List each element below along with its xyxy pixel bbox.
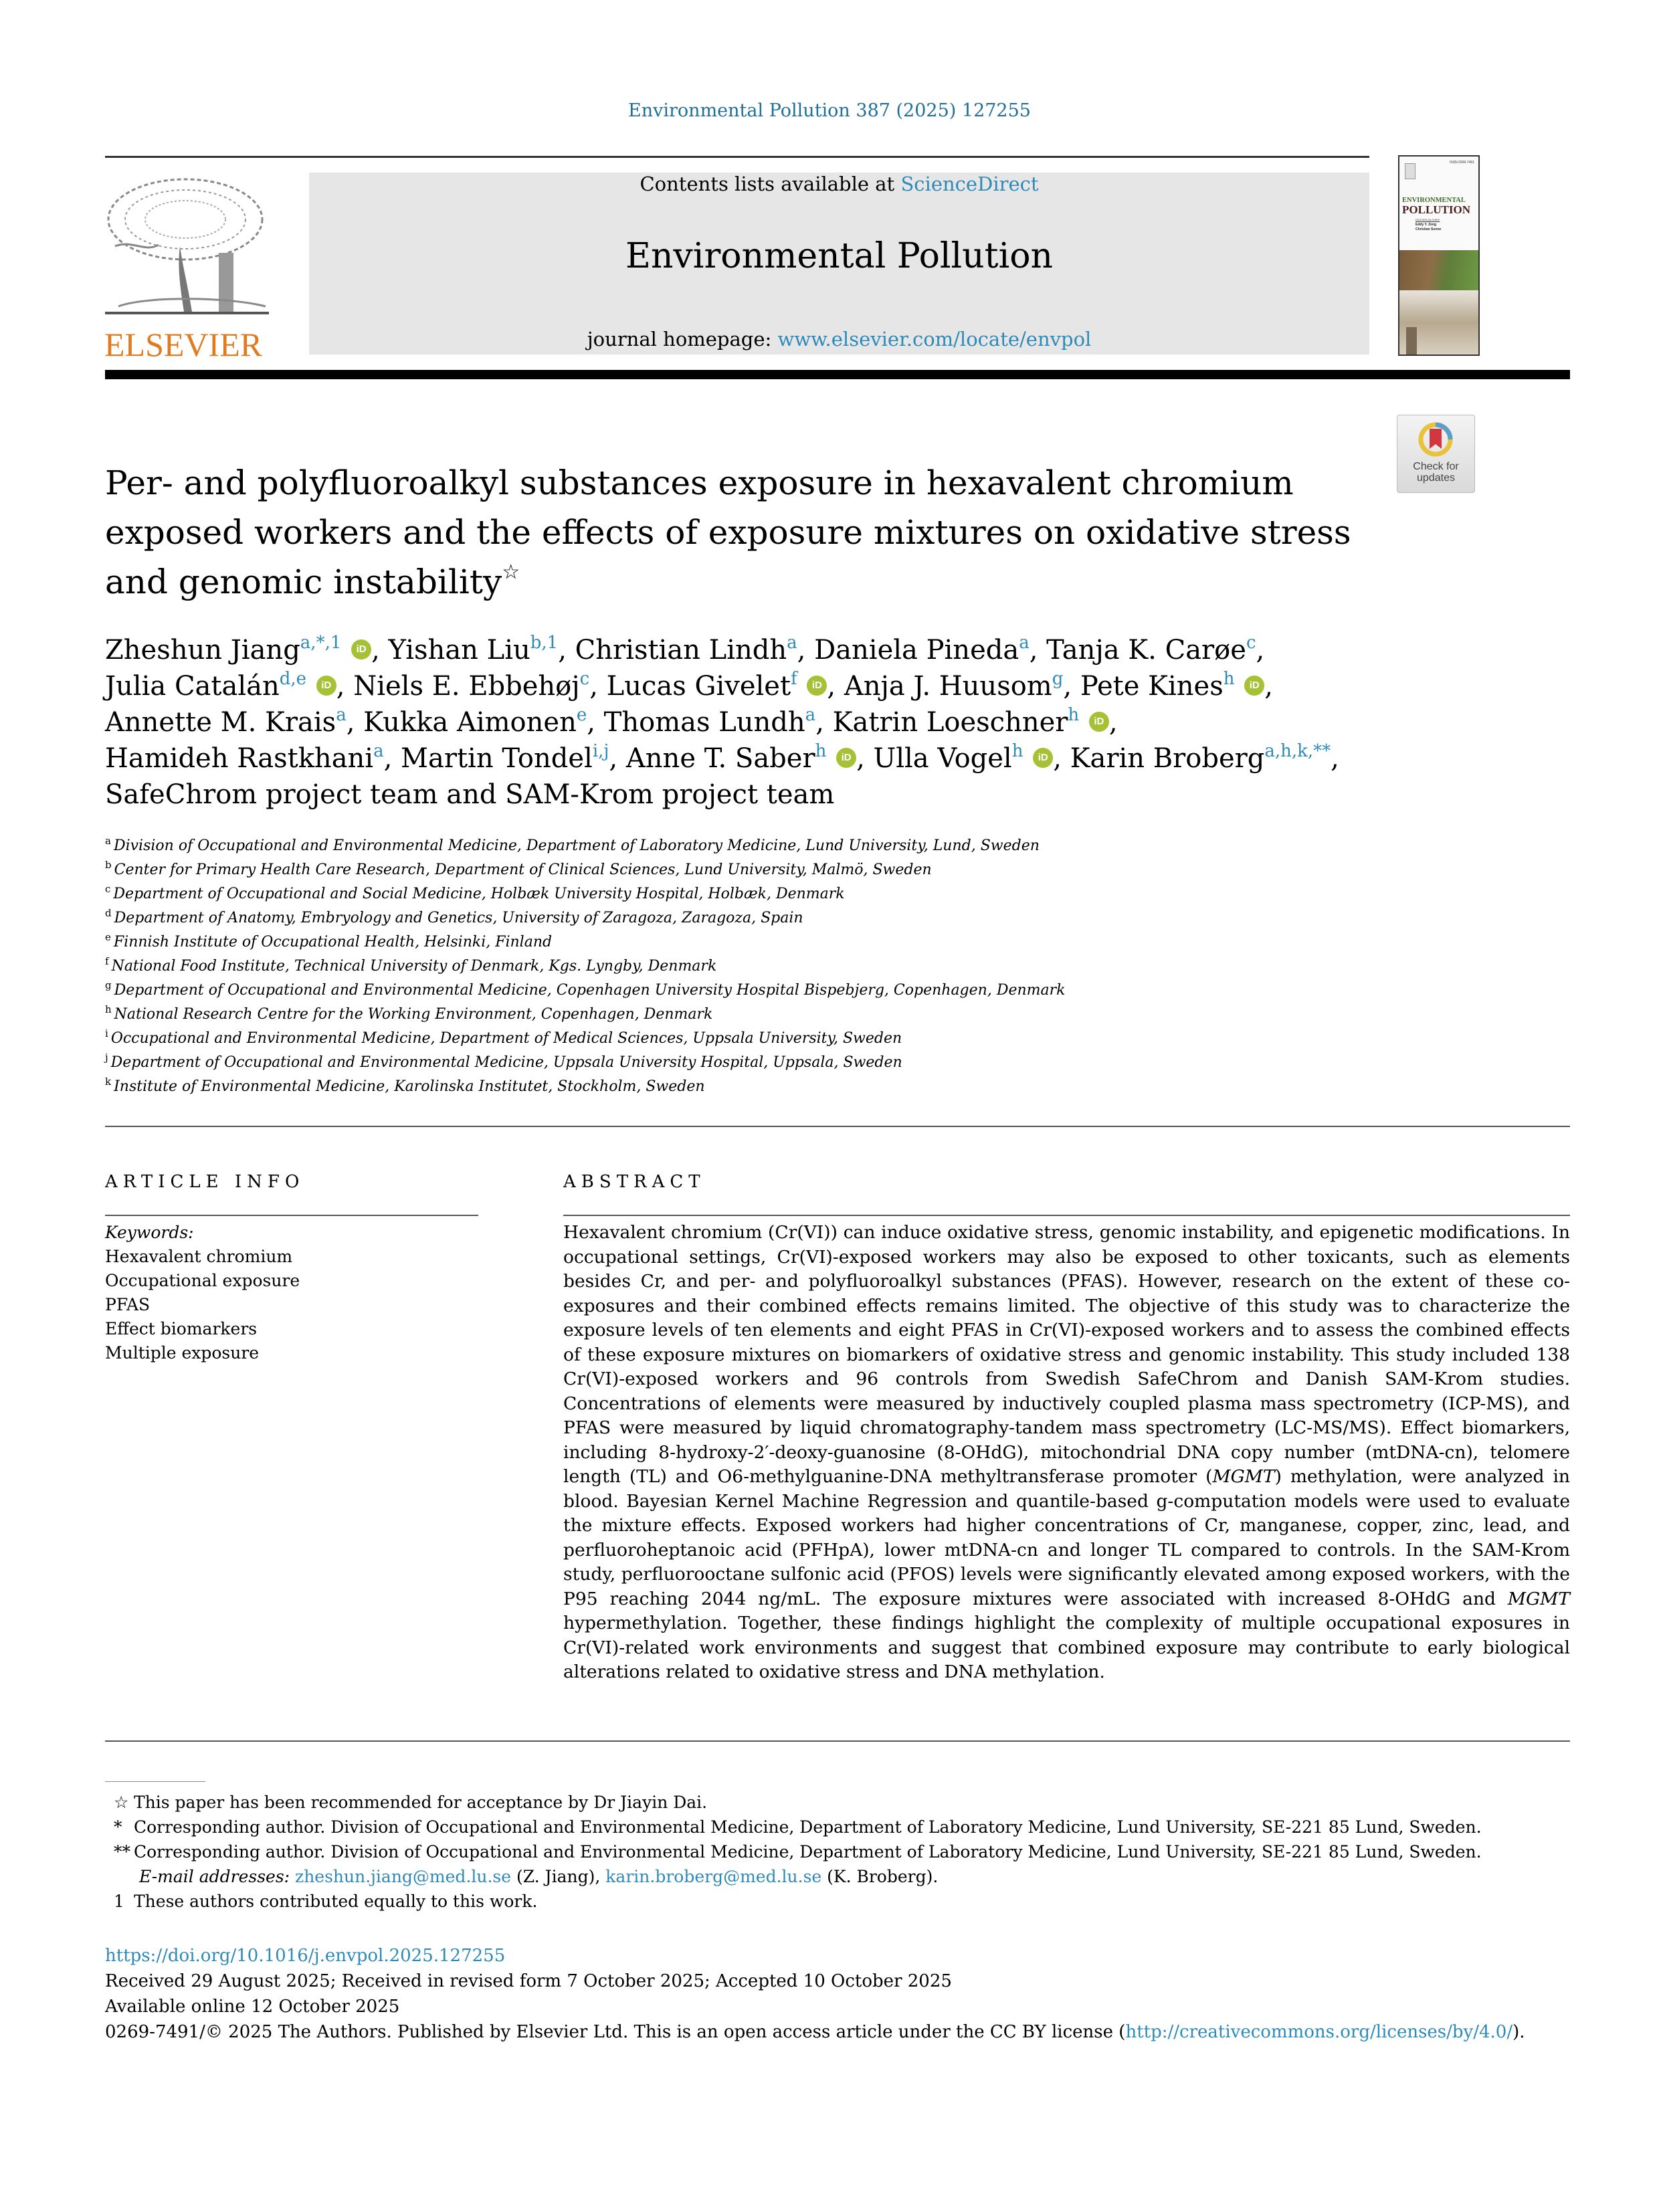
- author-affil-ref[interactable]: c: [579, 669, 590, 689]
- abstract-gene-name: MGMT: [1507, 1588, 1570, 1609]
- cover-earth-band: [1399, 250, 1478, 290]
- contents-prefix: Contents lists available at: [640, 173, 901, 195]
- journal-name: Environmental Pollution: [625, 236, 1053, 276]
- email-owner: (Z. Jiang),: [511, 1867, 606, 1886]
- author-line: Annette M. Krais$^a$, Kukka Aimonen$^e$, Thomas Lundh$^a$, Katrin Loeschner$^h$ iD ,: [105, 705, 1118, 738]
- affiliation-text: Division of Occupational and Environmental Medicine, Department of Laboratory Medicine, Lund University, Lund, Sweden: [113, 837, 1040, 854]
- author-affil-ref[interactable]: a: [336, 705, 347, 725]
- affiliation-key: b: [105, 859, 112, 871]
- author-name[interactable]: Anne T. Saber: [625, 743, 815, 774]
- affiliation-item: [105, 930, 1242, 954]
- affiliation-text: Institute of Environmental Medicine, Karolinska Institutet, Stockholm, Sweden: [114, 1078, 705, 1095]
- author-affil-ref[interactable]: g: [1052, 669, 1064, 689]
- orcid-icon[interactable]: iD: [1244, 676, 1264, 696]
- affiliation-item: [105, 1075, 1242, 1099]
- homepage-line: [309, 328, 1369, 350]
- affiliation-key: a: [105, 835, 111, 847]
- affiliation-list: [105, 834, 1242, 1099]
- affiliation-key: h: [105, 1003, 112, 1015]
- author-name[interactable]: Niels E. Ebbehøj: [353, 671, 580, 702]
- cover-editors-label: EDITORS-IN-CHIEF: [1416, 218, 1440, 221]
- author-name[interactable]: Pete Kines: [1080, 671, 1224, 702]
- affiliation-text: Department of Occupational and Social Medicine, Holbæk University Hospital, Holbæk, Denmark: [113, 886, 845, 902]
- orcid-icon[interactable]: iD: [807, 676, 827, 696]
- author-name[interactable]: Anja J. Huusom: [844, 671, 1052, 702]
- keywords-label: Keywords:: [105, 1223, 194, 1242]
- author-affil-ref[interactable]: a: [805, 705, 816, 725]
- author-name[interactable]: Annette M. Krais: [105, 707, 336, 738]
- affiliation-text: Department of Anatomy, Embryology and Genetics, University of Zaragoza, Zaragoza, Spain: [114, 910, 803, 926]
- abstract-bottom-rule: [105, 1740, 1570, 1742]
- affiliation-item: [105, 882, 1242, 906]
- footnote-text: This paper has been recommended for acceptance by Dr Jiayin Dai.: [134, 1793, 708, 1812]
- footnotes: [114, 1790, 1572, 1914]
- cover-publisher-icon: [1405, 163, 1416, 179]
- author-affil-ref[interactable]: a: [373, 741, 384, 761]
- footnote-corresponding-2: [114, 1839, 1572, 1864]
- affiliation-item: [105, 834, 1242, 858]
- affiliation-item: [105, 1027, 1242, 1051]
- abstract-part: Hexavalent chromium (Cr(VI)) can induce oxidative stress, genomic instability, and epigenetic modifications. In occupational settings, Cr(VI)-exposed workers may also be exposed to other toxicants, such as elements besides Cr, and per- and polyfluoroalkyl substances (PFAS). However, research on the extent of these co-exposures and their combined effects remains limited. The objective of this study was to characterize the exposure levels of ten elements and eight PFAS in Cr(VI)-exposed workers and to assess the combined effects of these exposure mixtures on biomarkers of oxidative stress and genomic instability. This study included 138 Cr(VI)-exposed workers and 96 controls from Swedish SafeChrom and Danish SAM-Krom studies. Concentrations of elements were measured by inductively coupled plasma mass spectrometry (ICP-MS), and PFAS were measured by liquid chromatography-tandem mass spectrometry (LC-MS/MS). Effect biomarkers, including 8-hydroxy-2′-deoxy-guanosine (8-OHdG), mitochondrial DNA copy number (mtDNA-cn), telomere length (TL) and O6-methylguanine-DNA methyltransferase promoter (: [563, 1222, 1570, 1487]
- journal-masthead: [309, 173, 1369, 355]
- email-link-broberg[interactable]: karin.broberg@med.lu.se: [605, 1867, 822, 1886]
- affiliation-key: c: [105, 883, 111, 895]
- author-name[interactable]: Yishan Liu: [388, 635, 530, 666]
- author-name[interactable]: Kukka Aimonen: [363, 707, 577, 738]
- author-affil-ref[interactable]: a: [1019, 633, 1030, 653]
- author-affil-ref[interactable]: i,j: [592, 741, 609, 761]
- author-name[interactable]: Martin Tondel: [401, 743, 593, 774]
- affiliation-key: g: [105, 979, 112, 991]
- keyword-item[interactable]: Occupational exposure: [105, 1271, 300, 1290]
- abstract-part: hypermethylation. Together, these findings highlight the complexity of multiple occupational exposures in Cr(VI)-related work environments and suggest that combined exposure may contribute to early biological alterations related to oxidative stress and DNA methylation.: [563, 1613, 1570, 1682]
- keyword-item[interactable]: Effect biomarkers: [105, 1319, 258, 1338]
- cover-editor-1: Eddy Y. Zeng: [1416, 223, 1437, 227]
- footnote-star-icon: ☆: [114, 1793, 129, 1812]
- abstract-heading: ABSTRACT: [563, 1172, 706, 1192]
- affiliation-item: [105, 979, 1242, 1003]
- author-line: Julia Catalán$^{d,e}$ iD , Niels E. Ebbehøj$^c$, Lucas Givelet$^f$ iD , Anja J. Huusom$^g$, Pete Kines$^h$ iD ,: [105, 669, 1273, 702]
- author-name[interactable]: Daniela Pineda: [814, 635, 1019, 666]
- keywords-block: [105, 1221, 480, 1365]
- author-affil-ref[interactable]: h: [1011, 741, 1023, 761]
- contents-line: [309, 173, 1369, 195]
- affiliation-key: e: [105, 931, 111, 943]
- affiliation-text: Finnish Institute of Occupational Health, Helsinki, Finland: [113, 934, 553, 950]
- publication-info: [105, 1943, 1577, 2045]
- footnote-rule: [105, 1781, 205, 1782]
- sciencedirect-link[interactable]: ScienceDirect: [900, 173, 1039, 195]
- author-name[interactable]: Katrin Loeschner: [832, 707, 1068, 738]
- orcid-icon[interactable]: iD: [316, 676, 336, 696]
- license-text: ).: [1512, 2022, 1525, 2042]
- homepage-prefix: journal homepage:: [587, 328, 778, 350]
- article-info-heading: ARTICLE INFO: [105, 1172, 305, 1192]
- orcid-icon[interactable]: iD: [1089, 712, 1109, 732]
- affiliation-text: Center for Primary Health Care Research, Department of Clinical Sciences, Lund University, Malmö, Sweden: [114, 862, 932, 878]
- header-top-rule: [105, 156, 1369, 158]
- author-line: Zheshun Jiang$^{a,*,1}$ iD , Yishan Liu$^{b,1}$, Christian Lindh$^a$, Daniela Pineda$^a$, Tanja K. Carøe$^c$,: [105, 633, 1265, 666]
- keyword-item[interactable]: PFAS: [105, 1295, 151, 1314]
- title-footnote-star-icon[interactable]: ☆: [502, 561, 520, 584]
- footnote-double-asterisk: **: [114, 1842, 130, 1862]
- footnote-text: Corresponding author. Division of Occupational and Environmental Medicine, Department of Laboratory Medicine, Lund University, SE-221 85 Lund, Sweden.: [134, 1842, 1482, 1862]
- affiliation-text: National Research Centre for the Working Environment, Copenhagen, Denmark: [114, 1006, 713, 1023]
- author-affil-ref[interactable]: c: [1246, 633, 1256, 653]
- footnote-corresponding-1: [114, 1815, 1572, 1839]
- footnote-emails: [114, 1864, 1572, 1889]
- doi-link[interactable]: https://doi.org/10.1016/j.envpol.2025.127255: [105, 1946, 506, 1966]
- keyword-item[interactable]: Hexavalent chromium: [105, 1247, 293, 1266]
- article-title: [105, 458, 1376, 607]
- group-authors: SafeChrom project team and SAM-Krom project team: [105, 779, 835, 810]
- affiliation-item: [105, 906, 1242, 930]
- abstract-part: ) methylation, were analyzed in blood. Bayesian Kernel Machine Regression and quantile-based g-computation models were used to evaluate the mixture effects. Exposed workers had higher concentrations of Cr, manganese, copper, zinc, lead, and perfluoroheptanoic acid (PFHpA), lower mtDNA-cn and longer TL compared to controls. In the SAM-Krom study, perfluorooctane sulfonic acid (PFOS) levels were significantly elevated among exposed workers, with the P95 reaching 2044 ng/mL. The exposure mixtures were associated with increased 8-OHdG and: [563, 1466, 1570, 1609]
- footnote-equal-contribution: [114, 1889, 1572, 1914]
- email-owner: (K. Broberg).: [821, 1867, 939, 1886]
- affiliation-key: d: [105, 907, 112, 919]
- author-affil-ref[interactable]: a,*,1: [300, 633, 342, 653]
- crossmark-icon: [1416, 419, 1456, 460]
- affiliation-key: f: [105, 955, 109, 967]
- footnote-asterisk: *: [114, 1817, 122, 1837]
- cover-title-line1: ENVIRONMENTAL: [1402, 197, 1466, 204]
- orcid-icon[interactable]: iD: [351, 639, 371, 660]
- affiliation-item: [105, 954, 1242, 979]
- article-history: Received 29 August 2025; Received in revised form 7 October 2025; Accepted 10 October 2025: [105, 1971, 952, 1991]
- author-name[interactable]: Julia Catalán: [105, 671, 280, 702]
- author-name[interactable]: Thomas Lundh: [603, 707, 805, 738]
- journal-cover-image[interactable]: [1398, 155, 1480, 356]
- author-name[interactable]: Ulla Vogel: [873, 743, 1012, 774]
- affiliation-text: Occupational and Environmental Medicine, Department of Medical Sciences, Uppsala University, Sweden: [110, 1030, 902, 1047]
- orcid-icon[interactable]: iD: [1033, 748, 1053, 768]
- author-affil-ref[interactable]: f: [791, 669, 797, 689]
- elsevier-wordmark: ELSEVIER: [104, 326, 263, 363]
- author-affil-ref[interactable]: a,h,k,**: [1264, 741, 1331, 761]
- footnote-text: Corresponding author. Division of Occupational and Environmental Medicine, Department of Laboratory Medicine, Lund University, SE-221 85 Lund, Sweden.: [134, 1817, 1482, 1837]
- affiliation-text: National Food Institute, Technical University of Denmark, Kgs. Lyngby, Denmark: [111, 958, 717, 975]
- author-name[interactable]: Tanja K. Carøe: [1046, 635, 1246, 666]
- author-name[interactable]: Hamideh Rastkhani: [105, 743, 374, 774]
- email-link-jiang[interactable]: zheshun.jiang@med.lu.se: [295, 1867, 512, 1886]
- author-affil-ref[interactable]: a: [787, 633, 797, 653]
- header-thick-rule: [105, 370, 1570, 379]
- journal-homepage-link[interactable]: www.elsevier.com/locate/envpol: [777, 328, 1092, 350]
- article-info-rule: [105, 1215, 478, 1216]
- footnote-text: These authors contributed equally to this work.: [134, 1892, 538, 1911]
- author-name[interactable]: Karin Broberg: [1070, 743, 1265, 774]
- license-text: 0269-7491/© 2025 The Authors. Published by Elsevier Ltd. This is an open access article under the CC BY license (: [105, 2022, 1126, 2042]
- footnote-number: 1: [114, 1892, 124, 1911]
- license-line: [105, 2019, 1577, 2045]
- author-affil-ref[interactable]: h: [815, 741, 827, 761]
- affiliation-key: j: [105, 1051, 108, 1064]
- check-for-updates-label: Check for updates: [1413, 461, 1459, 484]
- author-name[interactable]: Lucas Givelet: [606, 671, 791, 702]
- affiliation-text: Department of Occupational and Environmental Medicine, Uppsala University Hospital, Uppsala, Sweden: [110, 1054, 902, 1071]
- available-online: Available online 12 October 2025: [105, 1997, 400, 2017]
- author-line: Hamideh Rastkhani$^a$, Martin Tondel$^{i,j}$, Anne T. Saber$^h$ iD , Ulla Vogel$^h$ iD , Karin Broberg$^{a,h,k,**}$,: [105, 741, 1339, 774]
- keyword-item[interactable]: Multiple exposure: [105, 1343, 260, 1363]
- author-name[interactable]: Christian Lindh: [575, 635, 787, 666]
- author-affil-ref[interactable]: e: [576, 705, 587, 725]
- running-head[interactable]: Environmental Pollution 387 (2025) 127255: [628, 100, 1031, 121]
- check-for-updates-button[interactable]: [1397, 415, 1475, 493]
- license-link[interactable]: http://creativecommons.org/licenses/by/4.0/: [1125, 2022, 1513, 2042]
- abstract-gene-name: MGMT: [1212, 1466, 1275, 1487]
- affiliation-text: Department of Occupational and Environmental Medicine, Copenhagen University Hospital Bispebjerg, Copenhagen, Denmark: [114, 982, 1066, 999]
- abstract-text: [563, 1221, 1570, 1685]
- affiliation-key: k: [105, 1076, 112, 1088]
- email-label: E-mail addresses:: [139, 1867, 290, 1886]
- author-affil-ref[interactable]: b,1: [530, 633, 559, 653]
- affiliation-key: i: [105, 1027, 108, 1039]
- abstract-rule: [563, 1215, 1570, 1216]
- affiliation-item: [105, 858, 1242, 882]
- cover-issn: ISSN 0269-7491: [1450, 161, 1474, 165]
- author-list: [105, 632, 1510, 813]
- author-name[interactable]: Zheshun Jiang: [105, 635, 300, 666]
- author-affil-ref[interactable]: h: [1068, 705, 1080, 725]
- article-title-text: Per- and polyfluoroalkyl substances exposure in hexavalent chromium exposed workers and the effects of exposure mixtures on oxidative stress and genomic instability: [105, 464, 1351, 601]
- author-affil-ref[interactable]: d,e: [279, 669, 307, 689]
- cover-title-line2: POLLUTION: [1402, 203, 1471, 216]
- author-affil-ref[interactable]: h: [1223, 669, 1235, 689]
- orcid-icon[interactable]: iD: [836, 748, 856, 768]
- footnote-star: [114, 1790, 1572, 1815]
- section-divider: [105, 1126, 1570, 1127]
- cover-editor-2: Christian Sonne: [1416, 227, 1442, 231]
- affiliation-item: [105, 1051, 1242, 1075]
- affiliation-item: [105, 1003, 1242, 1027]
- cover-chimney: [1406, 327, 1417, 355]
